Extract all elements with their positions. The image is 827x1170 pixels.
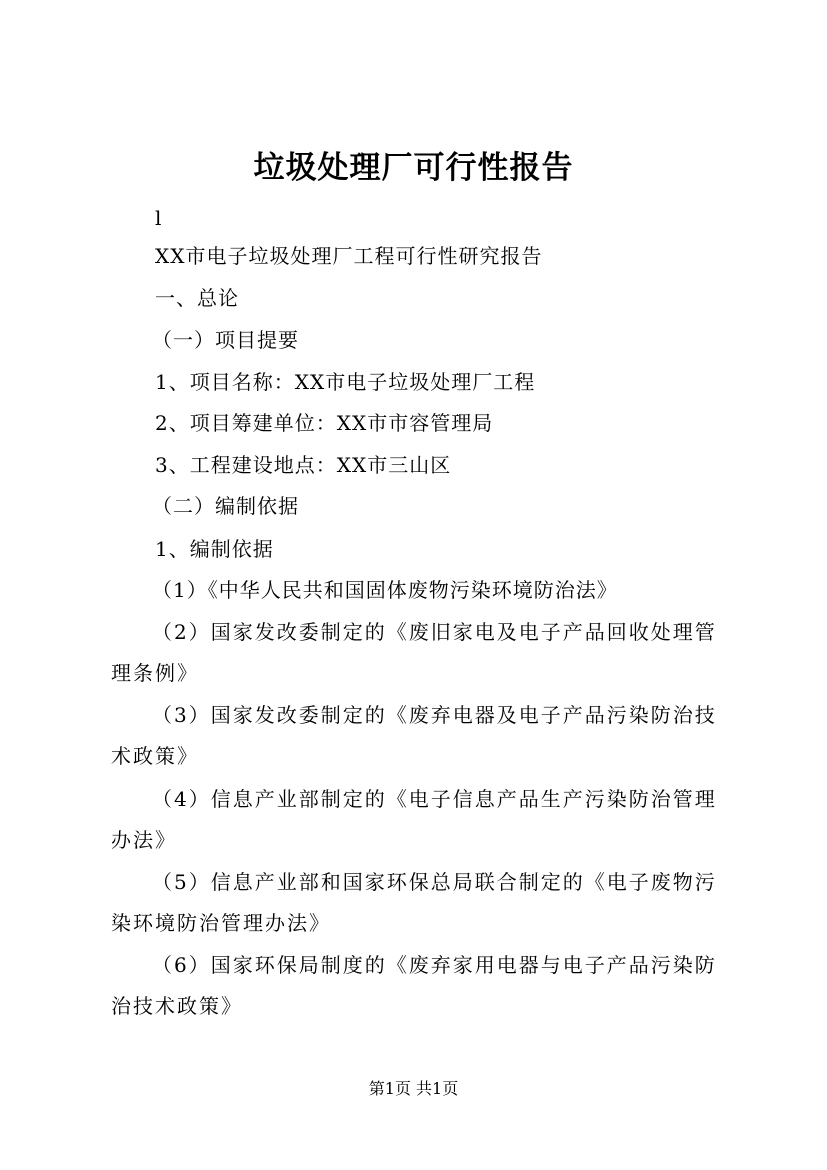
document-title: 垃圾处理厂可行性报告: [253, 150, 574, 186]
page-marker: l: [155, 206, 163, 230]
project-name-line: 1、项目名称：XX市电子垃圾处理厂工程: [155, 370, 536, 394]
list-item-continuation: 治技术政策》: [111, 994, 243, 1018]
list-item-continuation: 办法》: [111, 828, 177, 852]
list-item: （1）《中华人民共和国固体废物污染环境防治法》: [152, 578, 618, 602]
subsection-heading: （一）项目提要: [152, 328, 299, 352]
project-unit-line: 2、项目筹建单位：XX市市容管理局: [155, 411, 494, 435]
section-heading: 一、总论: [155, 286, 239, 310]
list-item: （2）国家发改委制定的《废旧家电及电子产品回收处理管: [152, 620, 717, 644]
list-item: （4）信息产业部制定的《电子信息产品生产污染防治管理: [152, 787, 717, 811]
list-item-continuation: 染环境防治管理办法》: [111, 911, 331, 935]
list-item-continuation: 术政策》: [111, 744, 199, 768]
list-item: （3）国家发改委制定的《废弃电器及电子产品污染防治技: [152, 703, 717, 727]
list-item-continuation: 理条例》: [111, 661, 199, 685]
project-location-line: 3、工程建设地点：XX市三山区: [155, 453, 452, 477]
list-item: （5）信息产业部和国家环保总局联合制定的《电子废物污: [152, 870, 717, 894]
page-number-footer: 第1页 共1页: [368, 1079, 459, 1098]
list-heading: 1、编制依据: [155, 537, 274, 561]
list-item: （6）国家环保局制度的《废弃家用电器与电子产品污染防: [152, 953, 717, 977]
subsection-heading: （二）编制依据: [152, 494, 299, 518]
report-heading: XX市电子垃圾处理厂工程可行性研究报告: [155, 244, 543, 268]
